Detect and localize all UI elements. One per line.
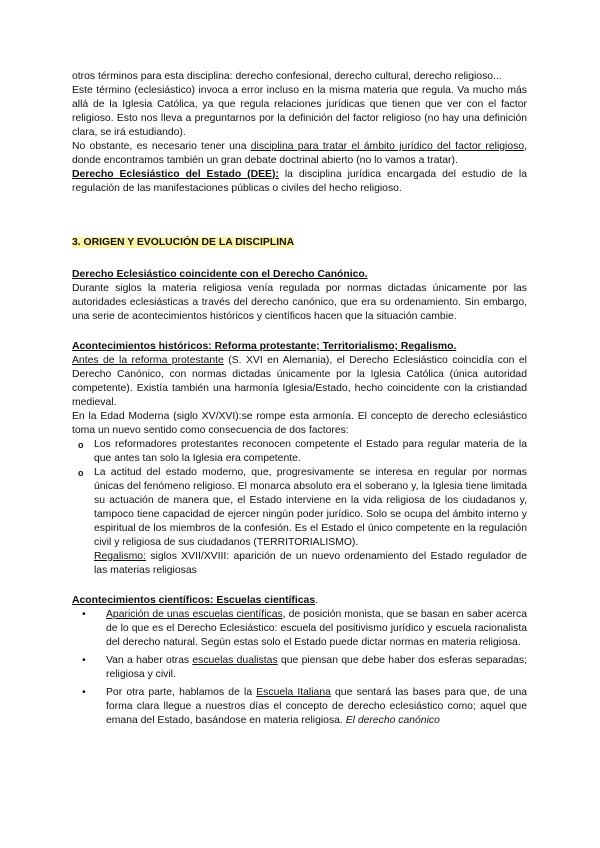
intro-paragraph-3	[72, 140, 527, 168]
regalismo-text: siglos XVII/XVIII: aparición de un nuevo ordenamiento del Estado regulador de las materias religiosas	[94, 551, 527, 576]
reforma-underlined: Antes de la reforma protestante	[72, 355, 224, 366]
factors-list	[72, 438, 527, 550]
school-3-italic: El derecho canónico	[345, 715, 440, 726]
subsection-1-text: Durante siglos la materia religiosa venía regulada por normas dictadas únicamente por las autoridades eclesiásticas a través del derecho canónico, que era su ordenamiento. Sin embargo, una serie de acontecimientos históricos y científicos hacen que la situación cambie.	[72, 283, 527, 322]
intro-paragraph-2: Este término (eclesiástico) invoca a error incluso en la misma materia que regula. Va mucho más allá de la Iglesia Católica, ya que regula relaciones jurídicas que tienen que ver con el factor religioso. Esto nos lleva a preguntarnos por la definición del factor religioso (no hay una definición clara, se irá estudiando).	[72, 85, 527, 138]
school-2-underlined: escuelas dualistas	[192, 655, 278, 666]
subsection-2-title: Acontecimientos históricos: Reforma protestante; Territorialismo; Regalismo.	[72, 341, 457, 352]
school-2-text: que piensan que debe haber dos esferas separadas; religiosa y civil.	[106, 655, 527, 680]
regalismo-paragraph	[72, 550, 527, 578]
subsection-2-paragraph-2: En la Edad Moderna (siglo XV/XVI):se rompe esta armonía. El concepto de derecho eclesiástico toma un nuevo sentido como consecuencia de dos factores:	[72, 411, 527, 436]
intro-p3-underlined: disciplina para tratar el ámbito jurídico del factor religioso	[250, 141, 525, 152]
school-3-pre: Por otra parte, hablamos de la	[106, 687, 257, 698]
document-page	[72, 70, 527, 732]
intro-paragraph-4	[72, 168, 527, 196]
schools-list	[72, 608, 527, 728]
dee-definition-text: la disciplina jurídica encargada del estudio de la regulación de las manifestaciones públicas o civiles del hecho religioso.	[72, 169, 527, 194]
factor-item-1: o Los reformadores protestantes reconocen competente el Estado para regular materia de la que antes tan solo la Iglesia era competente.	[94, 438, 527, 466]
section-title	[72, 236, 527, 250]
school-3-underlined: Escuela Italiana	[256, 687, 331, 698]
intro-p3-text-b: , donde encontramos también un gran debate doctrinal abierto (no lo vamos a tratar).	[72, 141, 528, 166]
section-title-text: 3. ORIGEN Y EVOLUCIÓN DE LA DISCIPLINA	[72, 237, 295, 248]
subsection-1-title: Derecho Eclesiástico coincidente con el Derecho Canónico.	[72, 269, 368, 280]
reforma-text: (S. XVI en Alemania), el Derecho Eclesiástico coincidía con el Derecho Canónico, con normas dictadas únicamente por la Iglesia Católica (única autoridad competente). Existía también una harmonía Iglesia/Estado, hecho coincidente con la cristiandad medieval.	[72, 355, 527, 408]
regalismo-term: Regalismo:	[94, 551, 146, 562]
dee-definition-term: Derecho Eclesiástico del Estado (DEE):	[72, 169, 279, 180]
school-item-3	[106, 686, 527, 728]
school-1-text: , de posición monista, que se basan en saber acerca de lo que es el Derecho Eclesiástico: escuela del positivismo jurídico y escuela racionalista del derecho natural. Según estas solo el Estado puede dictar normas en materia religiosa.	[106, 609, 527, 648]
factor-item-2: o La actitud del estado moderno, que, progresivamente se interesa en regular por normas únicas del fenómeno religioso. El monarca absoluto era el soberano y, la Iglesia tiene limitada su actuación de manera que, el Estado interviene en la vida religiosa de los ciudadanos y, tampoco tiene capacidad de ejercer ningún poder jurídico. Solo se ocupa del ámbito interno y espiritual de los miembros de la confesión. Es el Estado el único competente en la regulación civil y religiosa de sus ciudadanos (TERRITORIALISMO).	[94, 466, 527, 550]
subsection-2-paragraph-1	[72, 354, 527, 410]
school-item-1	[106, 608, 527, 650]
school-2-pre: Van a haber otras	[106, 655, 193, 666]
intro-paragraph-1: otros términos para esta disciplina: derecho confesional, derecho cultural, derecho religioso...	[72, 71, 502, 82]
subsection-3-title-text: Acontecimientos científicos: Escuelas científicas	[72, 595, 316, 606]
school-1-underlined: Aparición de unas escuelas científicas	[106, 609, 283, 620]
school-item-2	[106, 654, 527, 682]
school-3-text: que sentará las bases para que, de una forma clara llegue a nuestros días el concepto de derecho eclesiástico como; aquel que emana del Estado, basándose en materia religiosa.	[106, 687, 527, 726]
intro-p3-text-a: No obstante, es necesario tener una	[72, 141, 251, 152]
subsection-3-title: Acontecimientos científicos: Escuelas científicas.	[72, 595, 319, 606]
